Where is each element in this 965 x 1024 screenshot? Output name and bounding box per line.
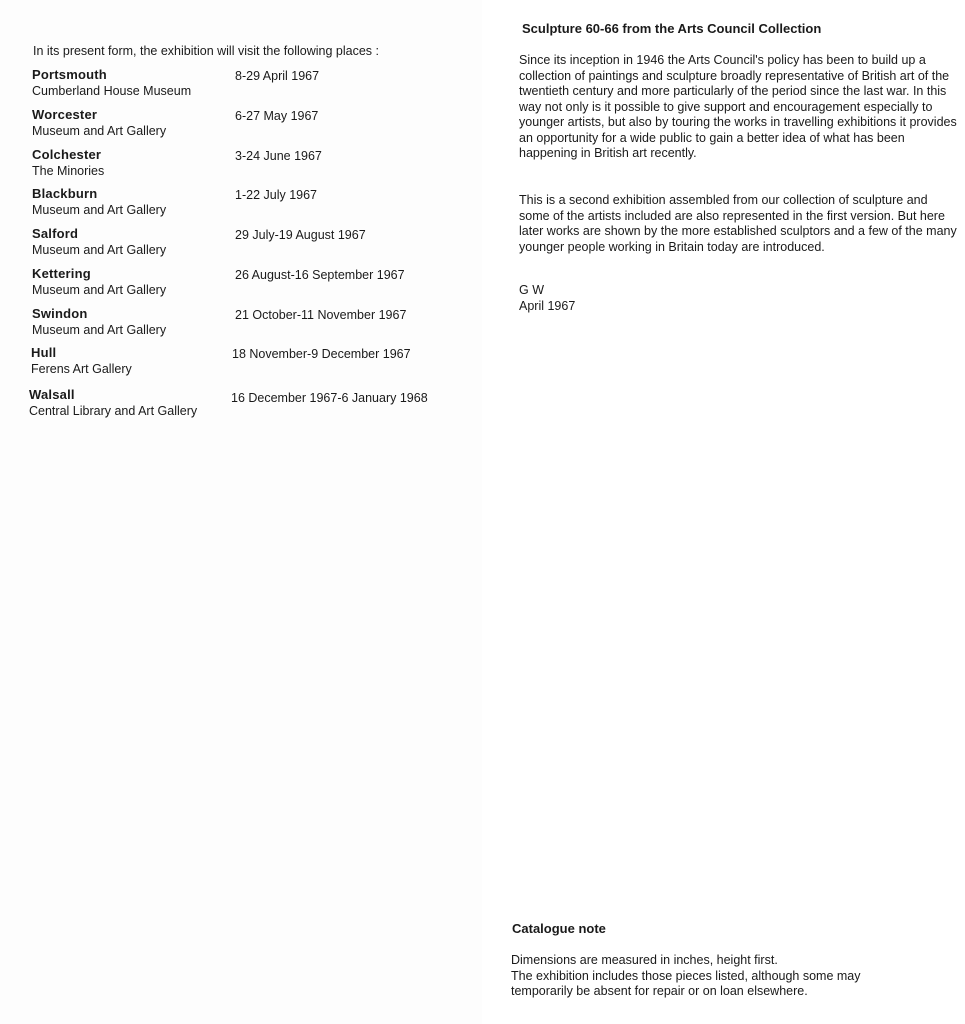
intro-text: In its present form, the exhibition will visit the following places : xyxy=(33,44,379,58)
venue-place: Cumberland House Museum xyxy=(32,84,192,98)
venue-dates: 26 August-16 September 1967 xyxy=(235,268,405,282)
venue-entry xyxy=(32,186,472,218)
venue-town: Kettering xyxy=(32,266,91,281)
venue-entry xyxy=(31,345,471,377)
signature-initials: G W xyxy=(519,283,544,297)
catalogue-note-line: The exhibition includes those pieces listed, although some may xyxy=(511,968,861,983)
venue-town: Portsmouth xyxy=(32,67,107,82)
venue-entry xyxy=(32,107,472,139)
venue-place: Museum and Art Gallery xyxy=(32,323,167,337)
catalogue-note-heading: Catalogue note xyxy=(512,921,606,936)
venue-dates: 18 November-9 December 1967 xyxy=(232,347,411,361)
venue-entry xyxy=(32,147,472,179)
venue-entry xyxy=(32,266,472,298)
venue-town: Worcester xyxy=(32,107,98,122)
venue-town: Swindon xyxy=(32,306,88,321)
venue-dates: 29 July-19 August 1967 xyxy=(235,228,366,242)
venue-dates: 6-27 May 1967 xyxy=(235,109,319,123)
intro-paragraph: Since its inception in 1946 the Arts Council's policy has been to build up a collection of paintings and sculpture broadly representative of British art of the twentieth century and more particularly of the period since the last war. In this way not only is it possible to give support and encouragement especially to younger artists, but also by touring the works in travelling exhibitions it provides an opportunity for a wide public to gain a better idea of what has been happening in British art recently. xyxy=(519,53,957,160)
venue-town: Blackburn xyxy=(32,186,98,201)
venue-town: Walsall xyxy=(29,387,75,402)
venue-place: Central Library and Art Gallery xyxy=(29,404,198,418)
venue-place: Museum and Art Gallery xyxy=(32,243,167,257)
venue-dates: 3-24 June 1967 xyxy=(235,149,322,163)
catalogue-note-line: Dimensions are measured in inches, height first. xyxy=(511,953,778,967)
venue-place: Museum and Art Gallery xyxy=(32,283,167,297)
venue-dates: 16 December 1967-6 January 1968 xyxy=(231,391,428,405)
venue-place: Museum and Art Gallery xyxy=(32,203,167,217)
venue-entry xyxy=(32,67,472,99)
page-title: Sculpture 60-66 from the Arts Council Collection xyxy=(522,21,822,36)
venue-dates: 21 October-11 November 1967 xyxy=(235,308,407,322)
venue-entry xyxy=(29,387,469,419)
venue-dates: 1-22 July 1967 xyxy=(235,188,318,202)
venue-town: Hull xyxy=(31,345,57,360)
left-page xyxy=(0,0,482,1024)
venue-dates: 8-29 April 1967 xyxy=(235,69,320,83)
catalogue-note-line: temporarily be absent for repair or on loan elsewhere. xyxy=(511,984,808,998)
venue-entry xyxy=(32,306,472,338)
venue-place: Museum and Art Gallery xyxy=(32,124,167,138)
venue-entry xyxy=(32,226,472,258)
signature-date: April 1967 xyxy=(519,299,576,313)
catalogue-note-text xyxy=(511,953,951,1000)
second-paragraph: This is a second exhibition assembled from our collection of sculpture and some of the artists included are also represented in the first version. But here later works are shown by the more established sculptors and a few of the many younger people working in Britain today are introduced. xyxy=(519,193,957,254)
venue-town: Colchester xyxy=(32,147,102,162)
venue-place: The Minories xyxy=(32,164,105,178)
venue-town: Salford xyxy=(32,226,79,241)
venue-place: Ferens Art Gallery xyxy=(31,362,132,376)
